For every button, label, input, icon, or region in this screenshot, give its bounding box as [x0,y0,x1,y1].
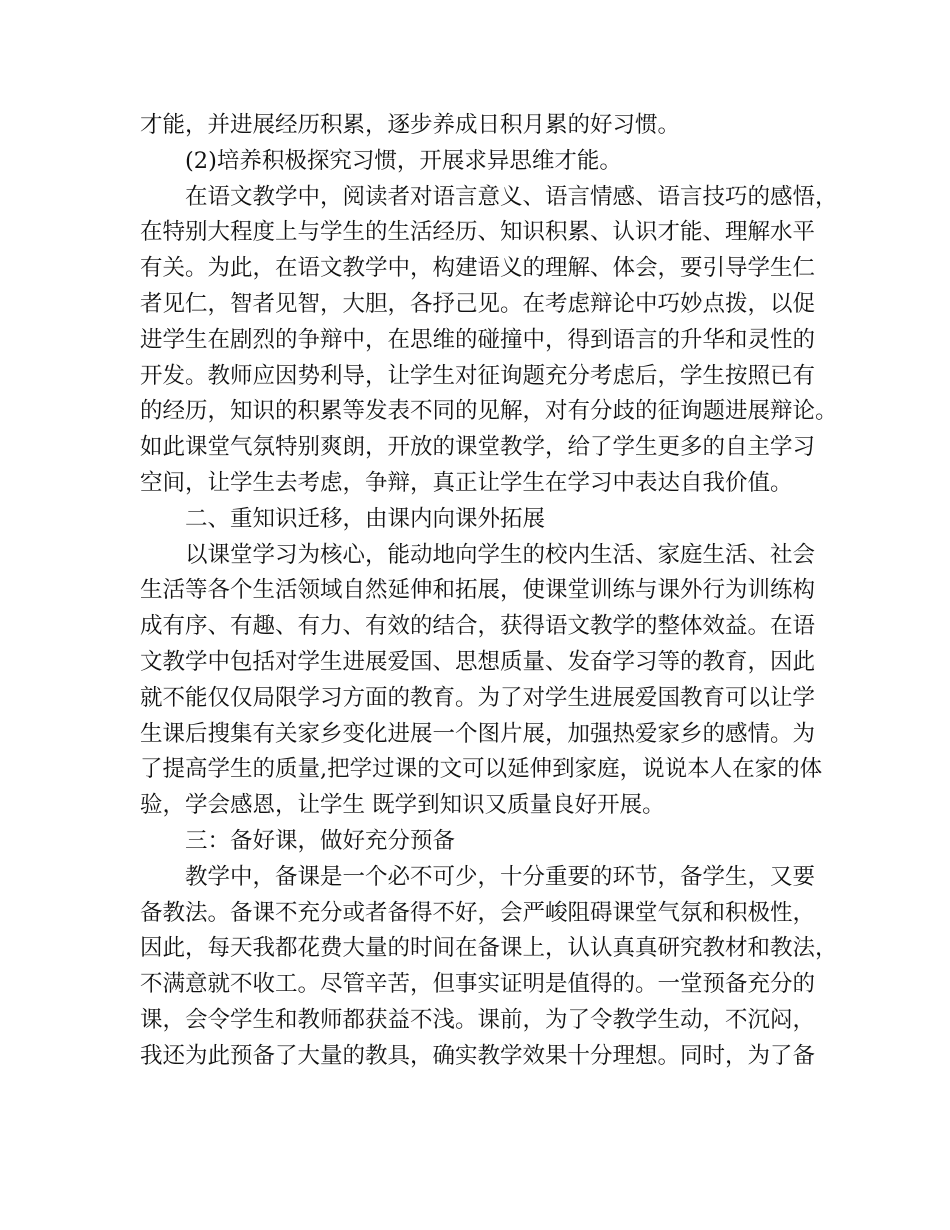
text-line: 在语文教学中，阅读者对语言意义、语言情感、语言技巧的感悟， [185,183,838,210]
text-line: 备教法。备课不充分或者备得不好，会严峻阻碍课堂气氛和积极性， [140,899,816,926]
text-line: 我还为此预备了大量的教具，确实教学效果十分理想。同时，为了备 [140,1042,816,1069]
text-line: 开发。教师应因势利导，让学生对征询题充分考虑后，学生按照已有 [140,362,816,389]
text-line: 了提高学生的质量,把学过课的文可以延伸到家庭，说说本人在家的体 [140,756,823,783]
text-line: 有关。为此，在语文教学中，构建语义的理解、体会，要引导学生仁 [140,255,816,282]
text-line: 教学中，备课是一个必不可少，十分重要的环节，备学生，又要 [185,863,816,890]
text-line: 才能，并进展经历积累，逐步养成日积月累的好习惯。 [140,112,681,138]
text-line: 因此，每天我都花费大量的时间在备课上，认认真真研究教材和教法， [140,935,838,962]
text-line: 二、重知识迁移，由课内向课外拓展 [185,505,546,532]
text-line: 三：备好课，做好充分预备 [185,827,456,854]
text-line: 文教学中包括对学生进展爱国、思想质量、发奋学习等的教育，因此 [140,648,816,675]
text-line: 不满意就不收工。尽管辛苦，但事实证明是值得的。一堂预备充分的 [140,971,816,998]
text-line: 的经历，知识的积累等发表不同的见解，对有分歧的征询题进展辩论。 [140,398,838,425]
text-line: 生活等各个生活领域自然延伸和拓展，使课堂训练与课外行为训练构 [140,577,816,604]
document-body [140,108,838,1075]
text-line: 成有序、有趣、有力、有效的结合，获得语文教学的整体效益。在语 [140,613,816,640]
text-line: 空间，让学生去考虑，争辩，真正让学生在学习中表达自我价值。 [140,469,793,496]
text-line: 者见仁，智者见智，大胆，各抒己见。在考虑辩论中巧妙点拨，以促 [140,290,816,317]
text-line: 如此课堂气氛特别爽朗，开放的课堂教学，给了学生更多的自主学习 [140,434,816,461]
text-line: 验，学会感恩，让学生 既学到知识又质量良好开展。 [140,792,665,819]
text-line: 生课后搜集有关家乡变化进展一个图片展，加强热爱家乡的感情。为 [140,720,816,747]
text-line: 就不能仅仅局限学习方面的教育。为了对学生进展爱国教育可以让学 [140,684,816,711]
text-line: 以课堂学习为核心，能动地向学生的校内生活、家庭生活、社会 [185,541,816,568]
text-line: 课，会令学生和教师都获益不浅。课前，为了令教学生动，不沉闷， [140,1006,816,1033]
text-line: 进学生在剧烈的争辩中，在思维的碰撞中，得到语言的升华和灵性的 [140,326,816,353]
text-line: 在特别大程度上与学生的生活经历、知识积累、认识才能、理解水平 [140,219,816,246]
text-line: (2)培养积极探究习惯，开展求异思维才能。 [185,147,622,174]
